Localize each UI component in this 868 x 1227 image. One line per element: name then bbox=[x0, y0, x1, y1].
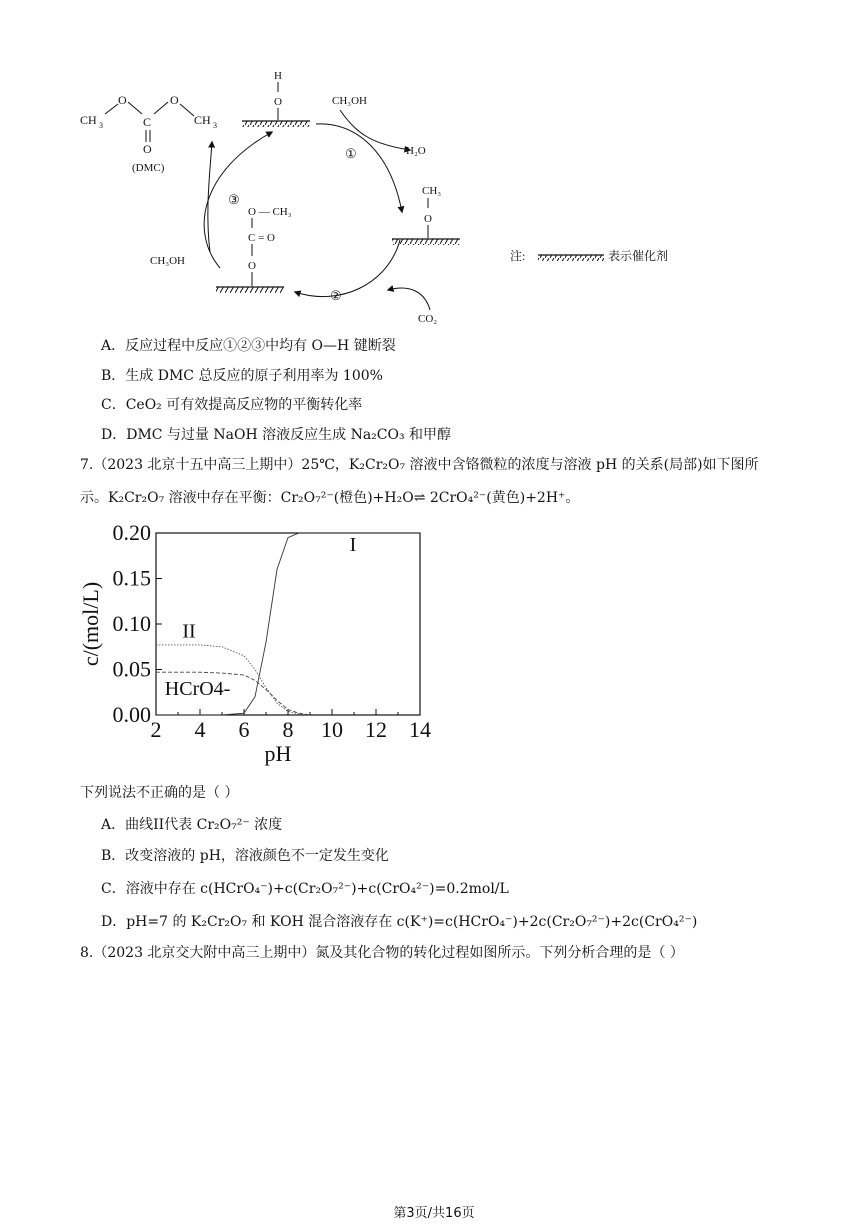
x-tick-label: 6 bbox=[238, 717, 250, 742]
ch3oh-left: CH₃OH bbox=[150, 255, 186, 267]
catalyst-left bbox=[216, 192, 292, 293]
note-prefix: 注: bbox=[510, 249, 526, 263]
dmc-label: (DMC) bbox=[132, 162, 165, 174]
x-tick-label: 8 bbox=[282, 717, 294, 742]
y-tick-label: 0.05 bbox=[112, 656, 151, 682]
svg-text:O: O bbox=[424, 213, 432, 225]
note-text: 表示催化剂 bbox=[608, 249, 669, 263]
q7-option-a: A．曲线II代表 Cr₂O₇²⁻ 浓度 bbox=[101, 817, 283, 833]
arc-step2 bbox=[295, 240, 400, 297]
step-3-label: ③ bbox=[228, 192, 240, 207]
catalyst-top bbox=[242, 70, 310, 127]
svg-text:CH₃: CH₃ bbox=[422, 185, 442, 197]
page-footer: 第3页/共16页 bbox=[393, 1206, 475, 1221]
y-tick-label: 0.00 bbox=[112, 702, 151, 727]
catalytic-cycle-diagram bbox=[70, 62, 710, 330]
x-tick-label: 14 bbox=[409, 717, 431, 742]
svg-text:O: O bbox=[274, 96, 282, 108]
dmc-c: C bbox=[143, 115, 152, 129]
q6-option-b: B．生成 DMC 总反应的原子利用率为 100% bbox=[101, 368, 383, 384]
ch3oh-top: CH₃OH bbox=[332, 95, 368, 107]
dmc-o-left: O bbox=[118, 93, 127, 107]
curve-label-hcro4: HCrO4- bbox=[164, 677, 231, 700]
q7-option-c: C．溶液中存在 c(HCrO₄⁻)+c(Cr₂O₇²⁻)+c(CrO₄²⁻)=0.2mol/L bbox=[101, 881, 509, 897]
q7-stem-line2: 示。K₂Cr₂O₇ 溶液中存在平衡：Cr₂O₇²⁻(橙色)+H₂O⇌ 2CrO₄²⁻(黄色)+2H⁺。 bbox=[80, 490, 580, 506]
q6-option-c: C．CeO₂ 可有效提高反应物的平衡转化率 bbox=[101, 397, 363, 413]
x-tick-label: 2 bbox=[150, 717, 162, 742]
x-tick-label: 12 bbox=[365, 717, 387, 742]
co2-reactant: CO₂ bbox=[418, 313, 438, 325]
dmc-o-carbonyl: O bbox=[143, 142, 152, 156]
concentration-ph-chart bbox=[78, 525, 438, 775]
svg-text:H: H bbox=[274, 70, 282, 82]
x-axis-label: pH bbox=[264, 741, 292, 766]
y-tick-label: 0.10 bbox=[112, 611, 151, 636]
dmc-o-right: O bbox=[170, 93, 179, 107]
step-2-label: ② bbox=[330, 288, 342, 303]
y-tick-label: 0.15 bbox=[112, 565, 151, 591]
q7-stem-line1: 7.（2023 北京十五中高三上期中）25℃，K₂Cr₂O₇ 溶液中含铬微粒的浓度与溶液 pH 的关系(局部)如下图所 bbox=[80, 457, 759, 473]
x-tick-label: 4 bbox=[194, 717, 206, 742]
q8-stem: 8.（2023 北京交大附中高三上期中）氮及其化合物的转化过程如图所示。下列分析合理的是（ ） bbox=[80, 945, 684, 961]
step-1-label: ① bbox=[345, 146, 357, 161]
curve-label-ii: II bbox=[182, 620, 196, 643]
q6-option-d: D．DMC 与过量 NaOH 溶液反应生成 Na₂CO₃ 和甲醇 bbox=[101, 427, 452, 443]
svg-text:3: 3 bbox=[99, 121, 103, 130]
catalyst-right bbox=[392, 185, 460, 245]
curve-label-i: I bbox=[349, 534, 357, 557]
svg-text:C = O: C = O bbox=[248, 232, 275, 244]
y-axis-label: c/(mol/L) bbox=[78, 581, 103, 667]
svg-text:O — CH₃: O — CH₃ bbox=[248, 206, 292, 218]
q7-prompt: 下列说法不正确的是（ ） bbox=[80, 785, 239, 801]
dmc-ch3-left: CH bbox=[80, 113, 97, 127]
dmc-ch3-right: CH bbox=[194, 113, 211, 127]
q7-option-d: D．pH=7 的 K₂Cr₂O₇ 和 KOH 混合溶液存在 c(K⁺)=c(HCrO₄⁻)+2c(Cr₂O₇²⁻)+2c(CrO₄²⁻) bbox=[101, 914, 698, 930]
svg-text:O: O bbox=[248, 260, 256, 272]
q6-option-a: A．反应过程中反应①②③中均有 O—H 键断裂 bbox=[101, 338, 396, 354]
arc-step1 bbox=[316, 124, 402, 212]
q7-option-b: B．改变溶液的 pH，溶液颜色不一定发生变化 bbox=[101, 848, 389, 864]
arc-to-dmc bbox=[208, 142, 212, 252]
y-tick-label: 0.20 bbox=[112, 525, 151, 545]
dmc-molecule bbox=[80, 93, 217, 174]
svg-text:3: 3 bbox=[213, 121, 217, 130]
x-tick-label: 10 bbox=[321, 717, 343, 742]
h2o-product: H₂O bbox=[406, 145, 426, 157]
